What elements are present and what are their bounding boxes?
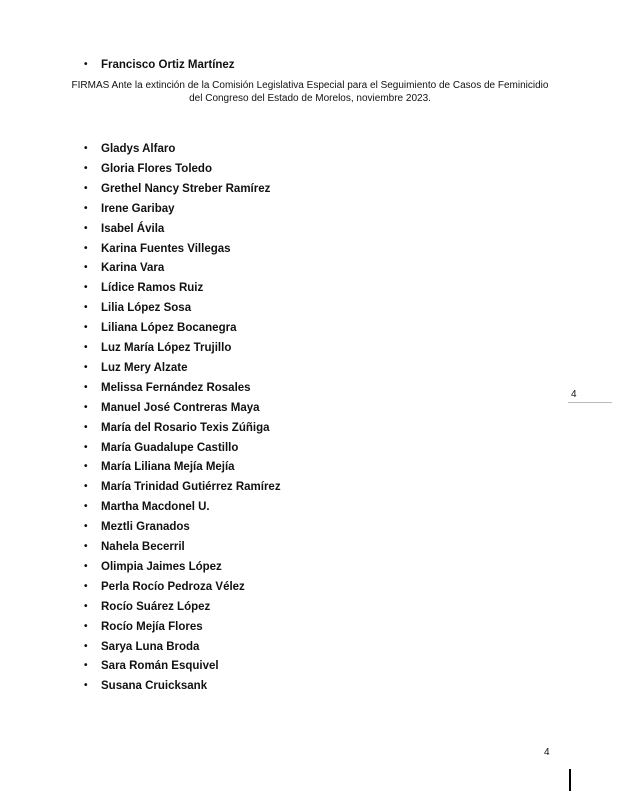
bullet: •: [84, 501, 88, 513]
list-item-label: María Trinidad Gutiérrez Ramírez: [101, 481, 281, 494]
list-item-label: Rocío Mejía Flores: [101, 620, 203, 633]
bullet: •: [84, 640, 88, 652]
list-item-label: Martha Macdonel U.: [101, 501, 210, 514]
text-cursor: [569, 769, 571, 791]
bullet: •: [84, 143, 88, 154]
bullet: •: [84, 521, 88, 533]
bullet: •: [84, 660, 88, 672]
list-item-label: Francisco Ortiz Martínez: [101, 59, 235, 71]
list-item-label: María Guadalupe Castillo: [101, 441, 239, 454]
list-item-label: Liliana López Bocanegra: [101, 322, 237, 335]
caption: [60, 79, 560, 105]
list-item-label: Olimpia Jaimes López: [101, 560, 222, 573]
list-item-label: Karina Fuentes Villegas: [101, 242, 231, 255]
bullet: •: [84, 481, 88, 493]
bullet: •: [84, 381, 88, 393]
list-item-label: Karina Vara: [101, 262, 165, 275]
bullet: •: [84, 680, 88, 692]
bullet: •: [84, 541, 88, 552]
list-item-label: Meztli Granados: [101, 521, 190, 534]
bullet: •: [84, 202, 88, 214]
caption-line-2: del Congreso del Estado de Morelos, noviembre 2023.: [189, 93, 431, 104]
list-item-label: Irene Garibay: [101, 202, 175, 215]
list-item-label: Isabel Ávila: [101, 222, 165, 235]
caption-line-1: FIRMAS Ante la extinción de la Comisión Legislativa Especial para el Seguimiento de Casos de Feminicidio: [71, 80, 549, 91]
list-item-label: Manuel José Contreras Maya: [101, 401, 260, 414]
list-item-label: Gloria Flores Toledo: [101, 162, 212, 175]
bullet: •: [84, 222, 88, 234]
margin-rule: [568, 402, 612, 403]
bullet: •: [84, 282, 88, 294]
bullet: •: [84, 401, 88, 413]
list-item-label: Perla Rocío Pedroza Vélez: [101, 580, 245, 593]
bullet: •: [84, 441, 88, 453]
list-item-label: Melissa Fernández Rosales: [101, 381, 251, 394]
margin-page-number: 4: [571, 389, 577, 400]
bullet: •: [84, 322, 88, 334]
footer-page-number: 4: [544, 747, 550, 758]
bullet: •: [84, 59, 88, 70]
list-item-label: Gladys Alfaro: [101, 143, 176, 155]
bullet: •: [84, 620, 88, 632]
list-item-label: María Liliana Mejía Mejía: [101, 461, 235, 474]
bullet: •: [84, 580, 88, 592]
list-item-label: Luz Mery Alzate: [101, 361, 188, 374]
list-item-label: Lilia López Sosa: [101, 302, 192, 315]
list-item-label: Luz María López Trujillo: [101, 342, 232, 354]
bullet: •: [84, 242, 88, 254]
bullet: •: [84, 182, 88, 194]
bullet: •: [84, 162, 88, 174]
list-item-label: Nahela Becerril: [101, 541, 185, 553]
bullet: •: [84, 600, 88, 612]
list-item-label: Rocío Suárez López: [101, 600, 211, 613]
bullet: •: [84, 302, 88, 314]
list-item-label: Sara Román Esquivel: [101, 660, 219, 673]
list-item-label: María del Rosario Texis Zúñiga: [101, 421, 270, 434]
bullet: •: [84, 361, 88, 373]
bullet: •: [84, 560, 88, 572]
bullet: •: [84, 342, 88, 353]
list-item-label: Grethel Nancy Streber Ramírez: [101, 182, 271, 195]
list-item-label: Lídice Ramos Ruiz: [101, 282, 204, 295]
bullet: •: [84, 461, 88, 473]
list-item-label: Sarya Luna Broda: [101, 640, 200, 653]
bullet: •: [84, 262, 88, 274]
bullet: •: [84, 421, 88, 433]
list-item-label: Susana Cruicksank: [101, 680, 208, 693]
